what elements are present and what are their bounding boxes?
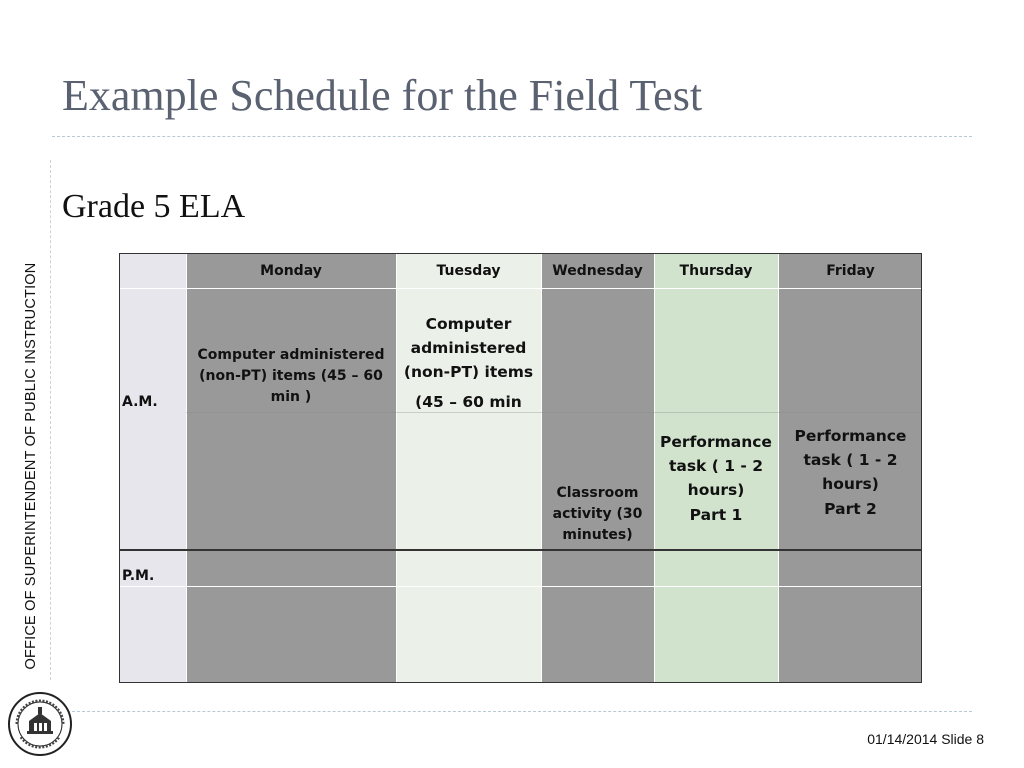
slide-footer: 01/14/2014 Slide 8: [867, 731, 984, 747]
header-monday: Monday: [260, 263, 322, 279]
row-label-am: A.M.: [122, 394, 158, 410]
footer-divider: [52, 711, 972, 712]
slide-subtitle: Grade 5 ELA: [62, 188, 246, 225]
header-wednesday: Wednesday: [552, 263, 643, 279]
friday-am-cell: Performance task ( 1 - 2 hours): [794, 426, 907, 493]
side-divider: [50, 160, 51, 680]
wednesday-column: [541, 254, 654, 682]
side-organization-text: OFFICE OF SUPERINTENDENT OF PUBLIC INSTRUCTION: [23, 262, 39, 670]
thursday-am-part: Part 1: [689, 505, 743, 524]
slide-title: Example Schedule for the Field Test: [62, 71, 703, 120]
title-divider: [52, 136, 972, 137]
header-thursday: Thursday: [679, 263, 753, 279]
label-column: [120, 254, 186, 682]
monday-column: [186, 254, 396, 682]
friday-am-part: Part 2: [824, 499, 877, 518]
row-label-pm: P.M.: [122, 568, 155, 584]
header-tuesday: Tuesday: [436, 263, 501, 279]
header-friday: Friday: [826, 263, 875, 279]
thursday-am-cell: Performance task ( 1 - 2 hours): [660, 432, 772, 499]
tuesday-am-cell: Computer administered (non-PT) items: [403, 314, 534, 381]
schedule-table: [119, 253, 922, 683]
wednesday-am-cell: Classroom activity (30 minutes): [552, 484, 643, 543]
monday-am-cell: Computer administered (non-PT) items (45 – 60 min ): [197, 346, 385, 405]
tuesday-am-duration: (45 – 60 min: [415, 392, 522, 411]
ospi-seal-logo: [7, 691, 73, 757]
